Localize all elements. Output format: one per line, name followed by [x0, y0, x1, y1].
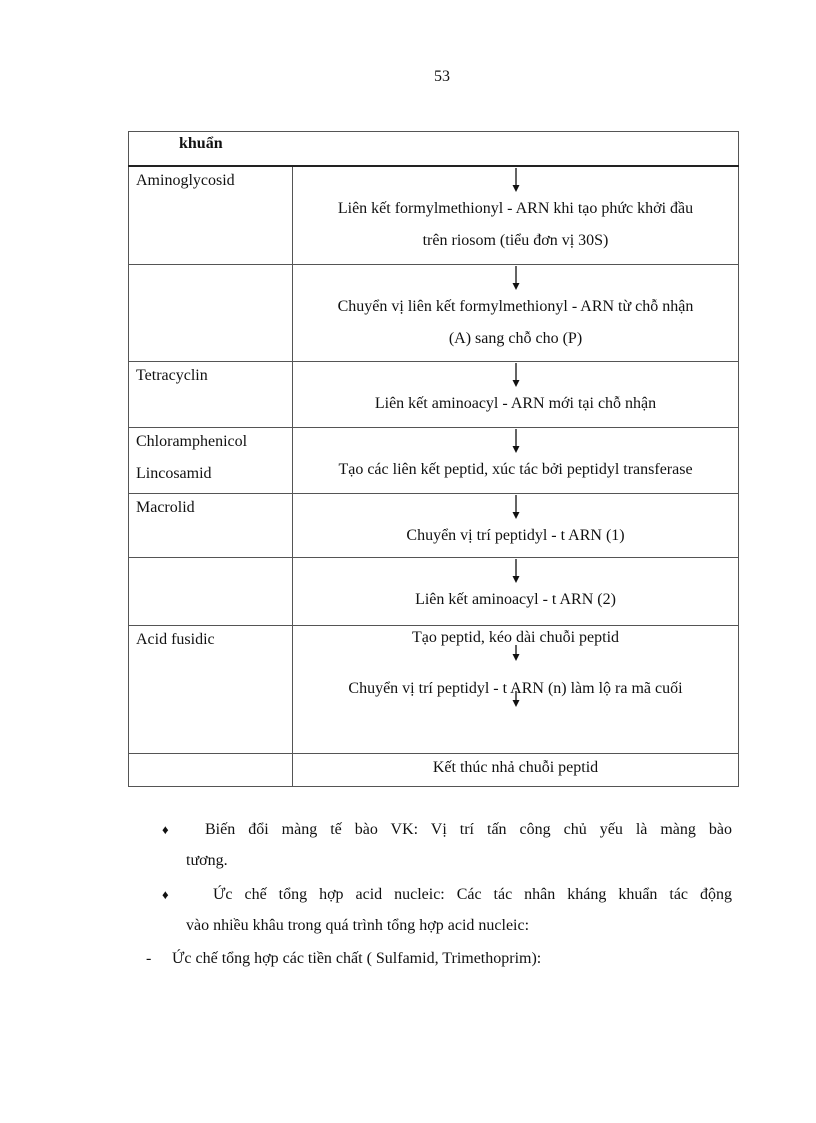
diamond-bullet-icon: ♦ — [162, 822, 169, 837]
bullet-text: Ức chế tổng hợp acid nucleic: Các tác nhân kháng khuẩn tác động — [213, 886, 732, 903]
drug-name: Tetracyclin — [136, 366, 208, 384]
table-row — [129, 557, 739, 625]
bullet-text: vào nhiều khâu trong quá trình tổng hợp acid nucleic: — [186, 917, 530, 934]
process-text: Kết thúc nhả chuỗi peptid — [432, 758, 599, 776]
process-text: Chuyển vị trí peptidyl - t ARN (n) làm lộ ra mã cuối — [348, 679, 683, 697]
dash-item-text: Ức chế tổng hợp các tiền chất ( Sulfamid, Trimethoprim): — [172, 950, 542, 967]
dash-bullet: - — [146, 950, 152, 967]
process-text: Liên kết aminoacyl - t ARN (2) — [415, 590, 616, 608]
mechanism-table — [128, 131, 739, 787]
drug-name: Acid fusidic — [136, 630, 215, 648]
process-cell — [293, 753, 739, 786]
drug-name: Macrolid — [136, 498, 195, 516]
process-cell — [293, 557, 739, 625]
process-text: Chuyển vị trí peptidyl - t ARN (1) — [406, 526, 625, 544]
process-text: Tạo peptid, kéo dài chuỗi peptid — [411, 628, 620, 646]
process-text: (A) sang chỗ cho (P) — [448, 329, 583, 347]
table-row — [129, 625, 739, 753]
table-row — [129, 493, 739, 557]
drug-cell — [129, 493, 293, 557]
drug-name: Chloramphenicol — [136, 432, 248, 450]
drug-cell — [129, 753, 293, 786]
process-cell — [293, 427, 739, 493]
down-arrow-icon — [511, 167, 521, 193]
table-row — [129, 361, 739, 427]
down-arrow-icon — [511, 362, 521, 388]
drug-cell — [129, 625, 293, 753]
drug-cell — [129, 264, 293, 361]
down-arrow-icon — [511, 494, 521, 520]
bullet-text: Biến đổi màng tế bào VK: Vị trí tấn công chủ yếu là màng bào — [205, 821, 732, 838]
process-text: trên riosom (tiểu đơn vị 30S) — [422, 232, 609, 249]
drug-name: Aminoglycosid — [136, 172, 235, 189]
table-row — [129, 753, 739, 786]
down-arrow-icon — [511, 558, 521, 584]
table-row — [129, 427, 739, 493]
table-header-cell — [129, 132, 739, 167]
process-text: Tạo các liên kết peptid, xúc tác bởi peptidyl transferase — [338, 460, 693, 478]
table-row — [129, 264, 739, 361]
drug-cell — [129, 557, 293, 625]
table-row — [129, 166, 739, 264]
down-arrow-icon — [511, 265, 521, 291]
bullet-text: tương. — [186, 852, 228, 869]
process-text: Chuyển vị liên kết formylmethionyl - ARN từ chỗ nhận — [337, 297, 694, 315]
drug-cell — [129, 427, 293, 493]
process-cell — [293, 493, 739, 557]
process-text: Liên kết aminoacyl - ARN mới tại chỗ nhận — [374, 394, 657, 412]
page-number: 53 — [434, 68, 450, 85]
process-cell — [293, 625, 739, 753]
drug-cell — [129, 166, 293, 264]
process-cell — [293, 361, 739, 427]
process-cell — [293, 264, 739, 361]
drug-name: Lincosamid — [136, 464, 212, 482]
process-text: Liên kết formylmethionyl - ARN khi tạo phức khởi đầu — [337, 200, 694, 217]
table-header-text: khuẩn — [179, 135, 223, 152]
diamond-bullet-icon: ♦ — [162, 887, 169, 902]
down-arrow-icon — [511, 428, 521, 454]
drug-cell — [129, 361, 293, 427]
process-cell — [293, 166, 739, 264]
table-header-row — [129, 132, 739, 167]
